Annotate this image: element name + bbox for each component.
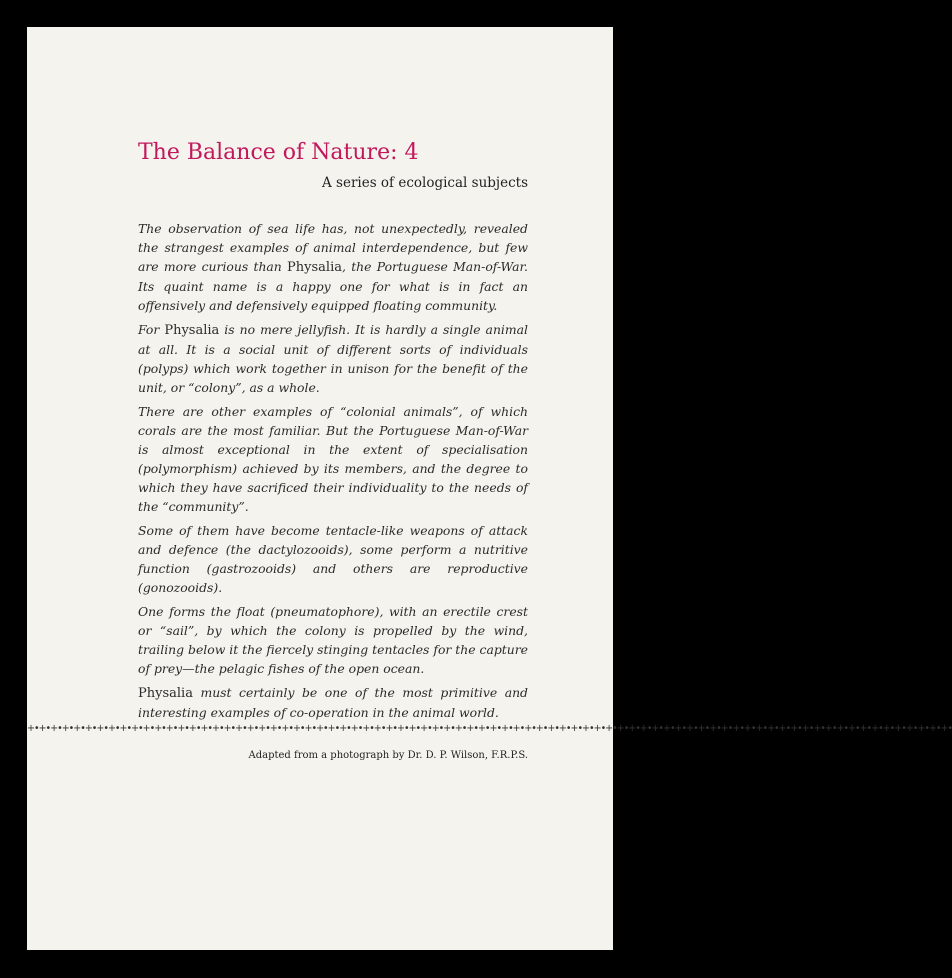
paragraph-text: , the Portuguese Man-of-War. Its quaint name is a happy one for what is in fact an offensively and defensively equipped floating community. [138,259,528,313]
article-paragraph [138,402,528,516]
species-name: Physalia [164,323,220,338]
series-subtitle: A series of ecological subjects [321,175,528,191]
species-name: Physalia [138,686,193,701]
ornamental-divider: +•+•+•+•+•+•+•+•+•+•+•+•+•+•+•+•+•+•+•+•+•+•+•+•+•+•+•+•+•+•+•+•+•+•+•+•+•+•+•+•+•+•+•+•+•+•+•+•+•+•+•+•+•+•+•+•+•+•+•+•+•+•+•+•+•+•+•+•+•+•+•+•+•+•+•+•+•+•+•+• [27,723,952,734]
article-paragraph [138,602,528,678]
species-name: Physalia [287,260,342,275]
paragraph-text: The observation of sea life has, not unexpectedly, revealed the strangest examples of animal interdependence, but few are more curious than [138,221,528,274]
photo-credit: Adapted from a photograph by Dr. D. P. Wilson, F.R.P.S. [248,750,528,761]
leaflet-page [27,27,952,950]
paragraph-text: For [138,322,165,337]
paragraph-text: must certainly be one of the most primitive and interesting examples of co-operation in the animal world. [138,685,528,720]
article-paragraph [138,320,528,397]
article-body [138,219,528,727]
paragraph-text: One forms the float (pneumatophore), with an erectile crest or “sail”, by which the colony is propelled by the wind, trailing below it the fiercely stinging tentacles for the capture of prey—the pelagic fishes of the open ocean. [138,604,528,676]
paragraph-text: is no mere jellyfish. It is hardly a single animal at all. It is a social unit of different sorts of individuals (polyps) which work together in unison for the benefit of the unit, or “colony”, as a whole. [138,322,528,395]
article-paragraph [138,219,528,315]
article-paragraph [138,683,528,722]
page-title: The Balance of Nature: 4 [138,140,419,165]
paragraph-text: Some of them have become tentacle-like weapons of attack and defence (the dactylozooids), some perform a nutritive function (gastrozooids) and others are reproductive (gonozooids). [138,523,528,595]
paragraph-text: There are other examples of “colonial animals”, of which corals are the most familiar. But the Portuguese Man-of-War is almost exceptional in the extent of specialisation (polymorphism) achieved by its members, and the degree to which they have sacrificed their individuality to the needs of the “community”. [138,404,528,514]
article-paragraph [138,521,528,597]
